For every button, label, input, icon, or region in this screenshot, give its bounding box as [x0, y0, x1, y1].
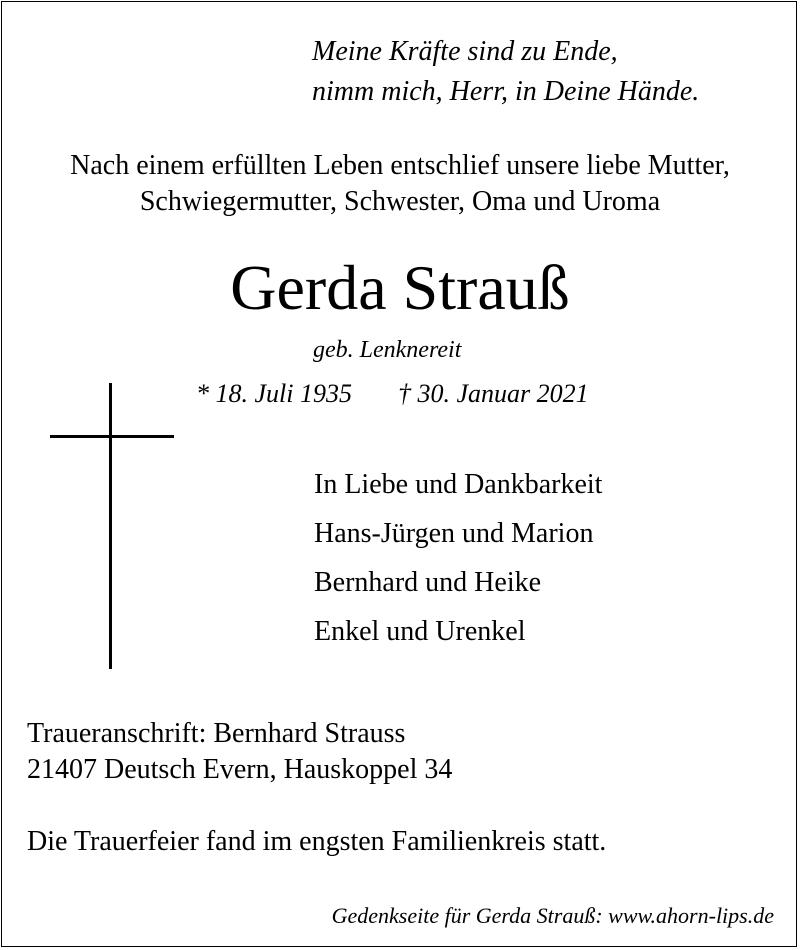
intro-line-2: Schwiegermutter, Schwester, Oma und Uroma — [139, 186, 661, 217]
birth-name: geb. Lenknereit — [313, 337, 462, 363]
mourner-line: Bernhard und Heike — [314, 567, 542, 598]
cross-horizontal-bar — [50, 435, 174, 438]
mourning-address — [27, 716, 452, 788]
mourner-line: Hans-Jürgen und Marion — [314, 518, 594, 549]
intro-line-1: Nach einem erfüllten Leben entschlief unsere liebe Mutter, — [70, 150, 730, 181]
mourner-line: Enkel und Urenkel — [314, 616, 526, 647]
verse — [312, 32, 699, 112]
deceased-name: Gerda Strauß — [230, 252, 570, 323]
memorial-page-link[interactable]: Gedenkseite für Gerda Strauß: www.ahorn-lips.de — [331, 903, 774, 928]
cross-vertical-bar — [109, 383, 112, 669]
mourner-line: In Liebe und Dankbarkeit — [314, 469, 603, 500]
verse-line-2: nimm mich, Herr, in Deine Hände. — [312, 76, 700, 107]
address-line-1: Traueranschrift: Bernhard Strauss — [27, 718, 406, 749]
birth-date: * 18. Juli 1935 — [196, 379, 352, 408]
intro-text — [0, 148, 800, 220]
mourners-list — [314, 460, 602, 656]
verse-line-1: Meine Kräfte sind zu Ende, — [312, 36, 618, 67]
address-line-2: 21407 Deutsch Evern, Hauskoppel 34 — [27, 754, 453, 785]
ceremony-note: Die Trauerfeier fand im engsten Familienkreis statt. — [27, 826, 607, 857]
death-date: † 30. Januar 2021 — [398, 379, 589, 408]
